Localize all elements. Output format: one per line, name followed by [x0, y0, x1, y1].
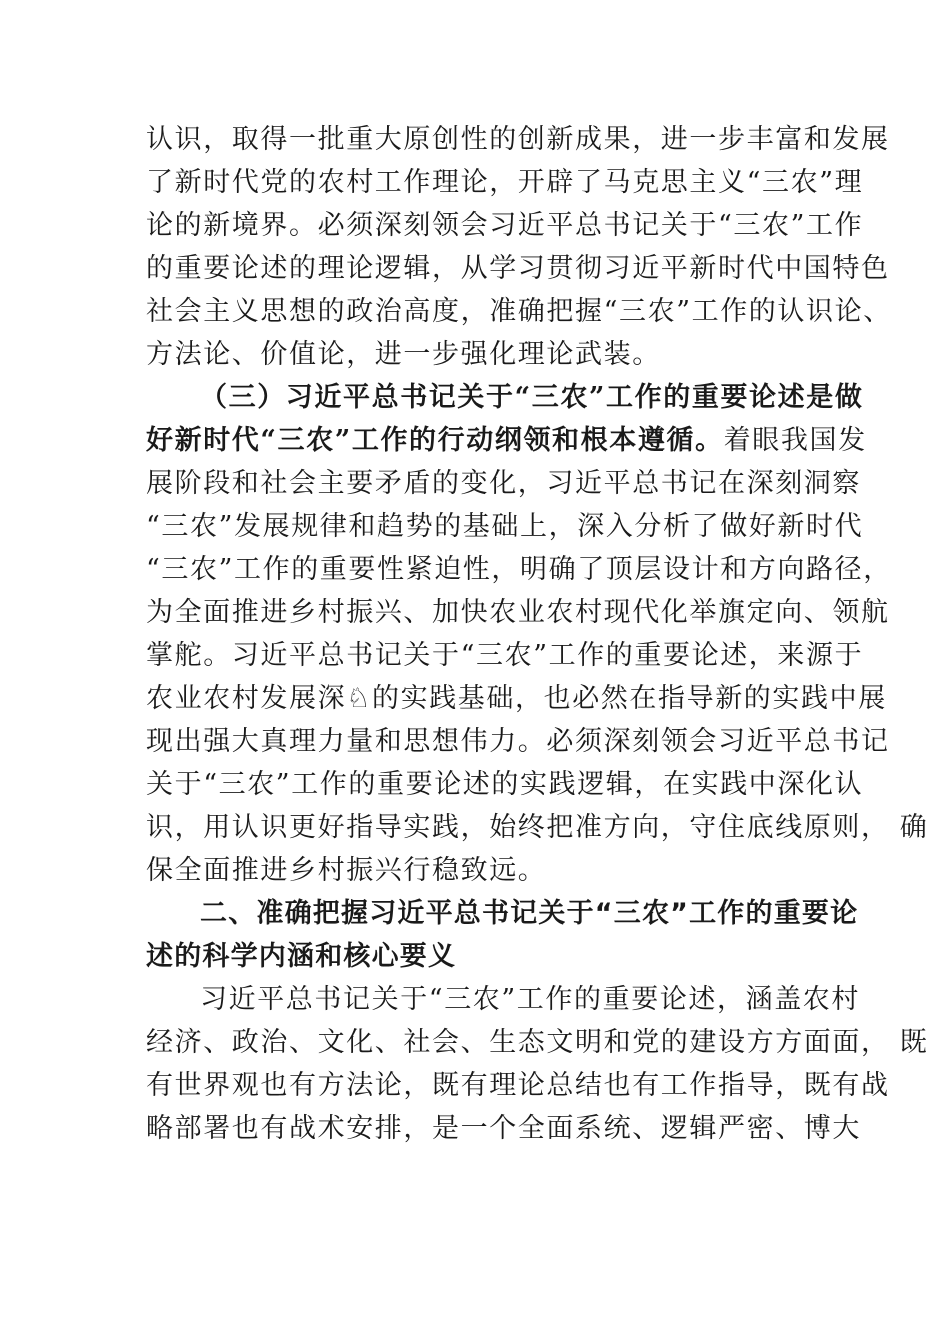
heading-line: 二、准确把握习近平总书记关于“三农”工作的重要论 [200, 898, 859, 929]
text-line: “三农”发展规律和趋势的基础上，深入分析了做好新时代 [146, 511, 864, 542]
text-line: 方法论、价值论，进一步强化理论武装。 [146, 339, 661, 370]
text-line [146, 419, 867, 462]
text-fragment: 着眼我国发 [723, 425, 867, 456]
text-line: “三农”工作的重要性紧迫性，明确了顶层设计和方向路径， [146, 554, 892, 585]
text-line: 为全面推进乡村振兴、加快农业农村现代化举旗定向、领航 [146, 597, 890, 628]
paragraph-point-three [146, 376, 929, 892]
text-line: 有世界观也有方法论，既有理论总结也有工作指导，既有战 [146, 1070, 890, 1101]
text-line: 了新时代党的农村工作理论，开辟了马克思主义“三农”理 [146, 167, 864, 198]
text-line: 展阶段和社会主要矛盾的变化，习近平总书记在深刻洞察 [146, 468, 861, 499]
text-line: 现出强大真理力量和思想伟力。必须深刻领会习近平总书记 [146, 726, 890, 757]
text-line: 认识，取得一批重大原创性的创新成果，进一步丰富和发展 [146, 124, 890, 155]
text-line: 保全面推进乡村振兴行稳致远。 [146, 855, 547, 886]
point-title-line: （三）习近平总书记关于“三农”工作的重要论述是做 [200, 382, 864, 413]
heading-line: 述的科学内涵和核心要义 [146, 941, 457, 972]
text-line: 社会主义思想的政治高度，准确把握“三农”工作的认识论、 [146, 296, 892, 327]
text-line: 习近平总书记关于“三农”工作的重要论述，涵盖农村 [200, 984, 861, 1015]
section-heading-two [146, 892, 859, 978]
text-line: 论的新境界。必须深刻领会习近平总书记关于“三农”工作 [146, 210, 864, 241]
text-line: 经济、政治、文化、社会、生态文明和党的建设方方面面， 既 [146, 1027, 929, 1058]
paragraph-theory-logic [146, 118, 892, 376]
text-line: 的重要论述的理论逻辑，从学习贯彻习近平新时代中国特色 [146, 253, 890, 284]
text-line: 略部署也有战术安排，是一个全面系统、逻辑严密、博大 [146, 1113, 861, 1144]
text-line: 农业农村发展深♘的实践基础，也必然在指导新的实践中展 [146, 683, 887, 714]
text-line: 掌舵。习近平总书记关于“三农”工作的重要论述，来源于 [146, 640, 864, 671]
document-page [146, 118, 929, 1150]
point-title-line: 好新时代“三农”工作的行动纲领和根本遵循。 [146, 425, 724, 456]
text-line: 识，用认识更好指导实践，始终把准方向，守住底线原则， 确 [146, 812, 929, 843]
paragraph-scope [146, 978, 929, 1150]
text-line: 关于“三农”工作的重要论述的实践逻辑，在实践中深化认 [146, 769, 864, 800]
